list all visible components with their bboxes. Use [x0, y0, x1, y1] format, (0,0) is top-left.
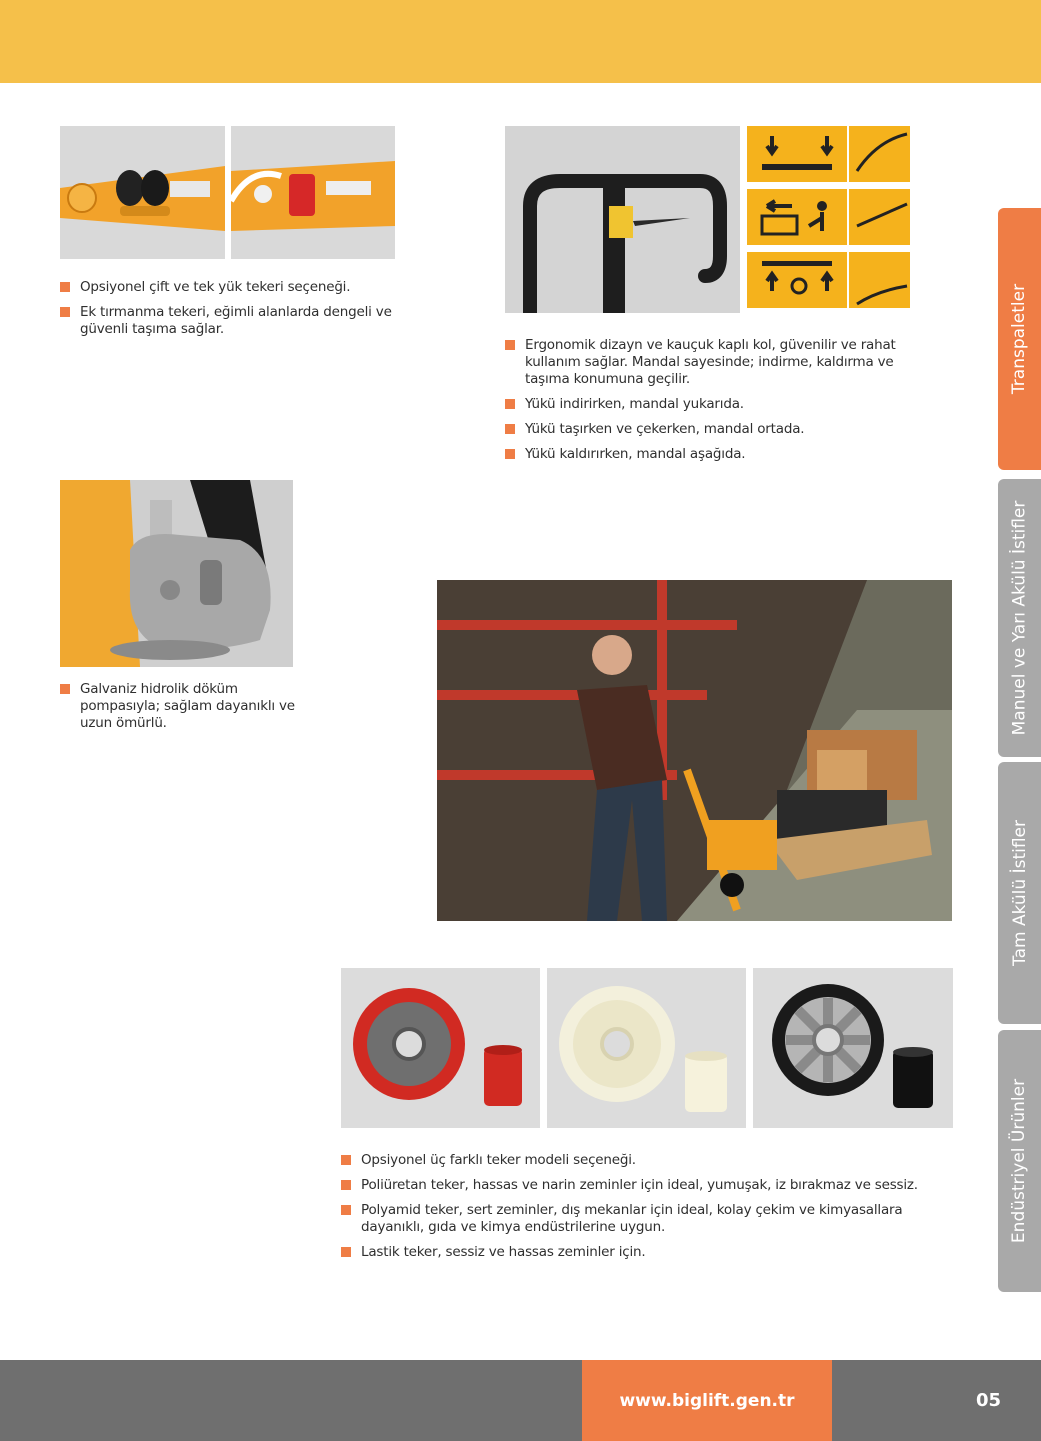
polyurethane-wheel-photo: [341, 968, 540, 1128]
bullet-item: Yükü kaldırırken, mandal aşağıda.: [505, 446, 915, 463]
bullet-item: Yükü indirirken, mandal yukarıda.: [505, 396, 915, 413]
bullet-item: Opsiyonel üç farklı teker modeli seçeneği.: [341, 1152, 961, 1169]
bullet-item: Opsiyonel çift ve tek yük tekeri seçeneği.: [60, 279, 425, 296]
tab-label: Transpaletler: [1009, 283, 1030, 395]
warehouse-pallet-truck-photo: [437, 580, 952, 921]
top-header-bar: [0, 0, 1041, 83]
load-wheel-bullets: [60, 279, 425, 346]
website-link[interactable]: www.biglift.gen.tr: [582, 1360, 832, 1441]
bullet-item: Poliüretan teker, hassas ve narin zeminler için ideal, yumuşak, iz bırakmaz ve sessiz.: [341, 1177, 961, 1194]
ergonomic-handle-photo: [505, 126, 740, 313]
tab-label: Tam Akülü İstifler: [1009, 820, 1030, 966]
tab-transpaletler[interactable]: [998, 208, 1041, 470]
bullet-item: Yükü taşırken ve çekerken, mandal ortada.: [505, 421, 915, 438]
rubber-wheel-photo: [753, 968, 953, 1128]
bullet-item: Ek tırmanma tekeri, eğimli alanlarda dengeli ve güvenli taşıma sağlar.: [60, 304, 425, 338]
single-load-wheel-photo: [231, 126, 395, 259]
tab-tam-akulu-istifler[interactable]: [998, 762, 1041, 1024]
tab-label: Manuel ve Yarı Akülü İstifler: [1009, 500, 1030, 736]
bullet-item: Ergonomik dizayn ve kauçuk kaplı kol, güvenilir ve rahat kullanım sağlar. Mandal sayesinde; indirme, kaldırma ve taşıma konumuna geçilir.: [505, 337, 915, 388]
pump-bullets: [60, 681, 300, 740]
tab-endustriyel-urunler[interactable]: [998, 1030, 1041, 1292]
wheel-option-bullets: [341, 1152, 961, 1269]
tab-label: Endüstriyel Ürünler: [1009, 1078, 1030, 1244]
page-number: 05: [975, 1390, 1002, 1411]
bullet-item: Galvaniz hidrolik döküm pompasıyla; sağlam dayanıklı ve uzun ömürlü.: [60, 681, 300, 732]
page-footer: [0, 1360, 1041, 1441]
tab-manuel-yari-akulu-istifler[interactable]: [998, 479, 1041, 757]
double-load-wheel-photo: [60, 126, 225, 259]
bullet-item: Polyamid teker, sert zeminler, dış mekanlar için ideal, kolay çekim ve kimyasallara dayanıklı, gıda ve kimya endüstrilerine uygun.: [341, 1202, 961, 1236]
handle-bullets: [505, 337, 915, 471]
lever-position-icons: [747, 126, 910, 313]
hydraulic-pump-photo: [60, 480, 293, 667]
polyamide-wheel-photo: [547, 968, 746, 1128]
bullet-item: Lastik teker, sessiz ve hassas zeminler için.: [341, 1244, 961, 1261]
